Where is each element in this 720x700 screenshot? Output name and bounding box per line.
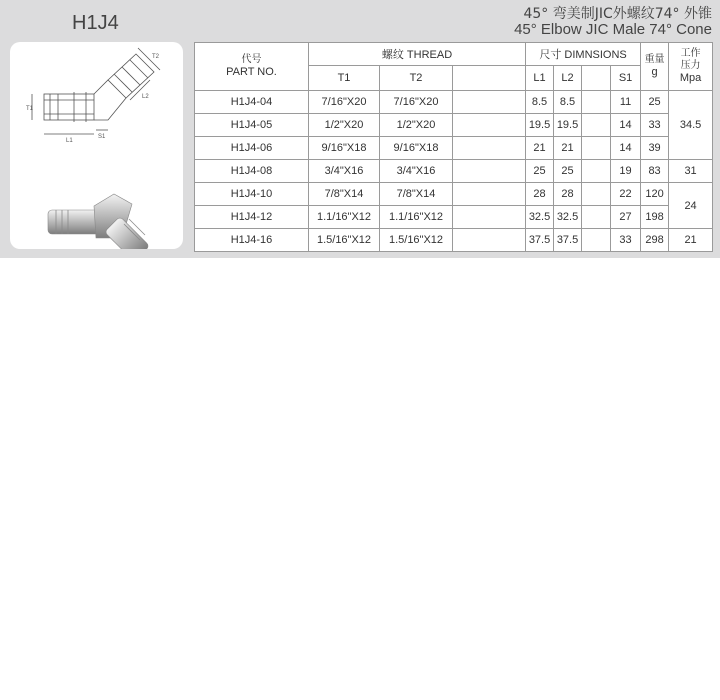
blank-cell bbox=[453, 91, 526, 114]
part-cell: H1J4-06 bbox=[195, 137, 309, 160]
s1-cell: 27 bbox=[611, 206, 641, 229]
weight-cell: 198 bbox=[641, 206, 669, 229]
description-en: 45° Elbow JIC Male 74° Cone bbox=[514, 21, 712, 38]
l1-cell: 37.5 bbox=[526, 229, 554, 252]
header-row bbox=[195, 43, 713, 66]
part-cell: H1J4-04 bbox=[195, 91, 309, 114]
part-cell: H1J4-12 bbox=[195, 206, 309, 229]
l2-cell: 19.5 bbox=[554, 114, 582, 137]
weight-cell: 25 bbox=[641, 91, 669, 114]
l2-cell: 21 bbox=[554, 137, 582, 160]
label-t1: T1 bbox=[26, 106, 34, 112]
product-panel bbox=[0, 0, 720, 258]
table-row bbox=[195, 160, 713, 183]
l1-cell: 21 bbox=[526, 137, 554, 160]
product-image-card bbox=[10, 42, 183, 249]
t2-cell: 9/16"X18 bbox=[380, 137, 453, 160]
pressure-header: 工作 压力 Mpa bbox=[669, 43, 713, 91]
l1-cell: 28 bbox=[526, 183, 554, 206]
blank-cell bbox=[582, 183, 611, 206]
l2-cell: 25 bbox=[554, 160, 582, 183]
t1-cell: 7/16"X20 bbox=[309, 91, 380, 114]
l1-cell: 25 bbox=[526, 160, 554, 183]
pressure-cell: 24 bbox=[669, 183, 713, 229]
weight-cell: 83 bbox=[641, 160, 669, 183]
blank-cell bbox=[582, 229, 611, 252]
t1-cell: 3/4"X16 bbox=[309, 160, 380, 183]
s1-cell: 19 bbox=[611, 160, 641, 183]
t1-cell: 7/8"X14 bbox=[309, 183, 380, 206]
pressure-cell: 21 bbox=[669, 229, 713, 252]
table-row bbox=[195, 183, 713, 206]
pressure-cell: 31 bbox=[669, 160, 713, 183]
t1-cell: 1.1/16"X12 bbox=[309, 206, 380, 229]
label-t2: T2 bbox=[152, 54, 160, 60]
blank-cell bbox=[453, 229, 526, 252]
part-cell: H1J4-10 bbox=[195, 183, 309, 206]
t2-cell: 7/16"X20 bbox=[380, 91, 453, 114]
t2-cell: 3/4"X16 bbox=[380, 160, 453, 183]
elbow-drawing bbox=[32, 48, 160, 134]
blank-cell bbox=[582, 160, 611, 183]
t2-cell: 1.5/16"X12 bbox=[380, 229, 453, 252]
blank-header bbox=[582, 66, 611, 91]
t1-cell: 1.5/16"X12 bbox=[309, 229, 380, 252]
description-cn: 45° 弯美制JIC外螺纹74° 外锥 bbox=[523, 6, 712, 22]
part-cell: H1J4-08 bbox=[195, 160, 309, 183]
t1-cell: 9/16"X18 bbox=[309, 137, 380, 160]
weight-cell: 33 bbox=[641, 114, 669, 137]
technical-drawing bbox=[10, 42, 183, 249]
l1-cell: 32.5 bbox=[526, 206, 554, 229]
s1-cell: 11 bbox=[611, 91, 641, 114]
s1-cell: 22 bbox=[611, 183, 641, 206]
spec-table bbox=[194, 42, 713, 252]
part-header: 代号 PART NO. bbox=[195, 43, 309, 91]
l2-cell: 8.5 bbox=[554, 91, 582, 114]
l1-header: L1 bbox=[526, 66, 554, 91]
l2-cell: 28 bbox=[554, 183, 582, 206]
s1-cell: 33 bbox=[611, 229, 641, 252]
t1-cell: 1/2"X20 bbox=[309, 114, 380, 137]
table-row bbox=[195, 137, 713, 160]
blank-cell bbox=[582, 114, 611, 137]
fitting-photo bbox=[48, 194, 150, 249]
l1-cell: 8.5 bbox=[526, 91, 554, 114]
t2-cell: 7/8"X14 bbox=[380, 183, 453, 206]
label-s1: S1 bbox=[98, 134, 106, 140]
table-row bbox=[195, 114, 713, 137]
label-l2: L2 bbox=[142, 94, 149, 100]
product-description bbox=[514, 6, 712, 38]
blank-cell bbox=[582, 137, 611, 160]
blank-header bbox=[453, 66, 526, 91]
blank-cell bbox=[453, 137, 526, 160]
t2-header: T2 bbox=[380, 66, 453, 91]
weight-cell: 298 bbox=[641, 229, 669, 252]
weight-cell: 120 bbox=[641, 183, 669, 206]
pressure-cell: 34.5 bbox=[669, 91, 713, 160]
blank-cell bbox=[453, 206, 526, 229]
dimensions-header: 尺寸 DIMNSIONS bbox=[526, 43, 641, 66]
l2-cell: 32.5 bbox=[554, 206, 582, 229]
blank-cell bbox=[453, 183, 526, 206]
blank-cell bbox=[582, 206, 611, 229]
table-row bbox=[195, 206, 713, 229]
t2-cell: 1/2"X20 bbox=[380, 114, 453, 137]
blank-cell bbox=[453, 114, 526, 137]
thread-header: 螺纹 THREAD bbox=[309, 43, 526, 66]
s1-cell: 14 bbox=[611, 137, 641, 160]
table-row bbox=[195, 229, 713, 252]
l2-cell: 37.5 bbox=[554, 229, 582, 252]
label-l1: L1 bbox=[66, 138, 73, 144]
product-code: H1J4 bbox=[72, 12, 119, 34]
weight-header: 重量 g bbox=[641, 43, 669, 91]
l1-cell: 19.5 bbox=[526, 114, 554, 137]
part-cell: H1J4-16 bbox=[195, 229, 309, 252]
part-cell: H1J4-05 bbox=[195, 114, 309, 137]
blank-cell bbox=[582, 91, 611, 114]
s1-header: S1 bbox=[611, 66, 641, 91]
t2-cell: 1.1/16"X12 bbox=[380, 206, 453, 229]
weight-cell: 39 bbox=[641, 137, 669, 160]
s1-cell: 14 bbox=[611, 114, 641, 137]
l2-header: L2 bbox=[554, 66, 582, 91]
blank-cell bbox=[453, 160, 526, 183]
table-row bbox=[195, 91, 713, 114]
t1-header: T1 bbox=[309, 66, 380, 91]
